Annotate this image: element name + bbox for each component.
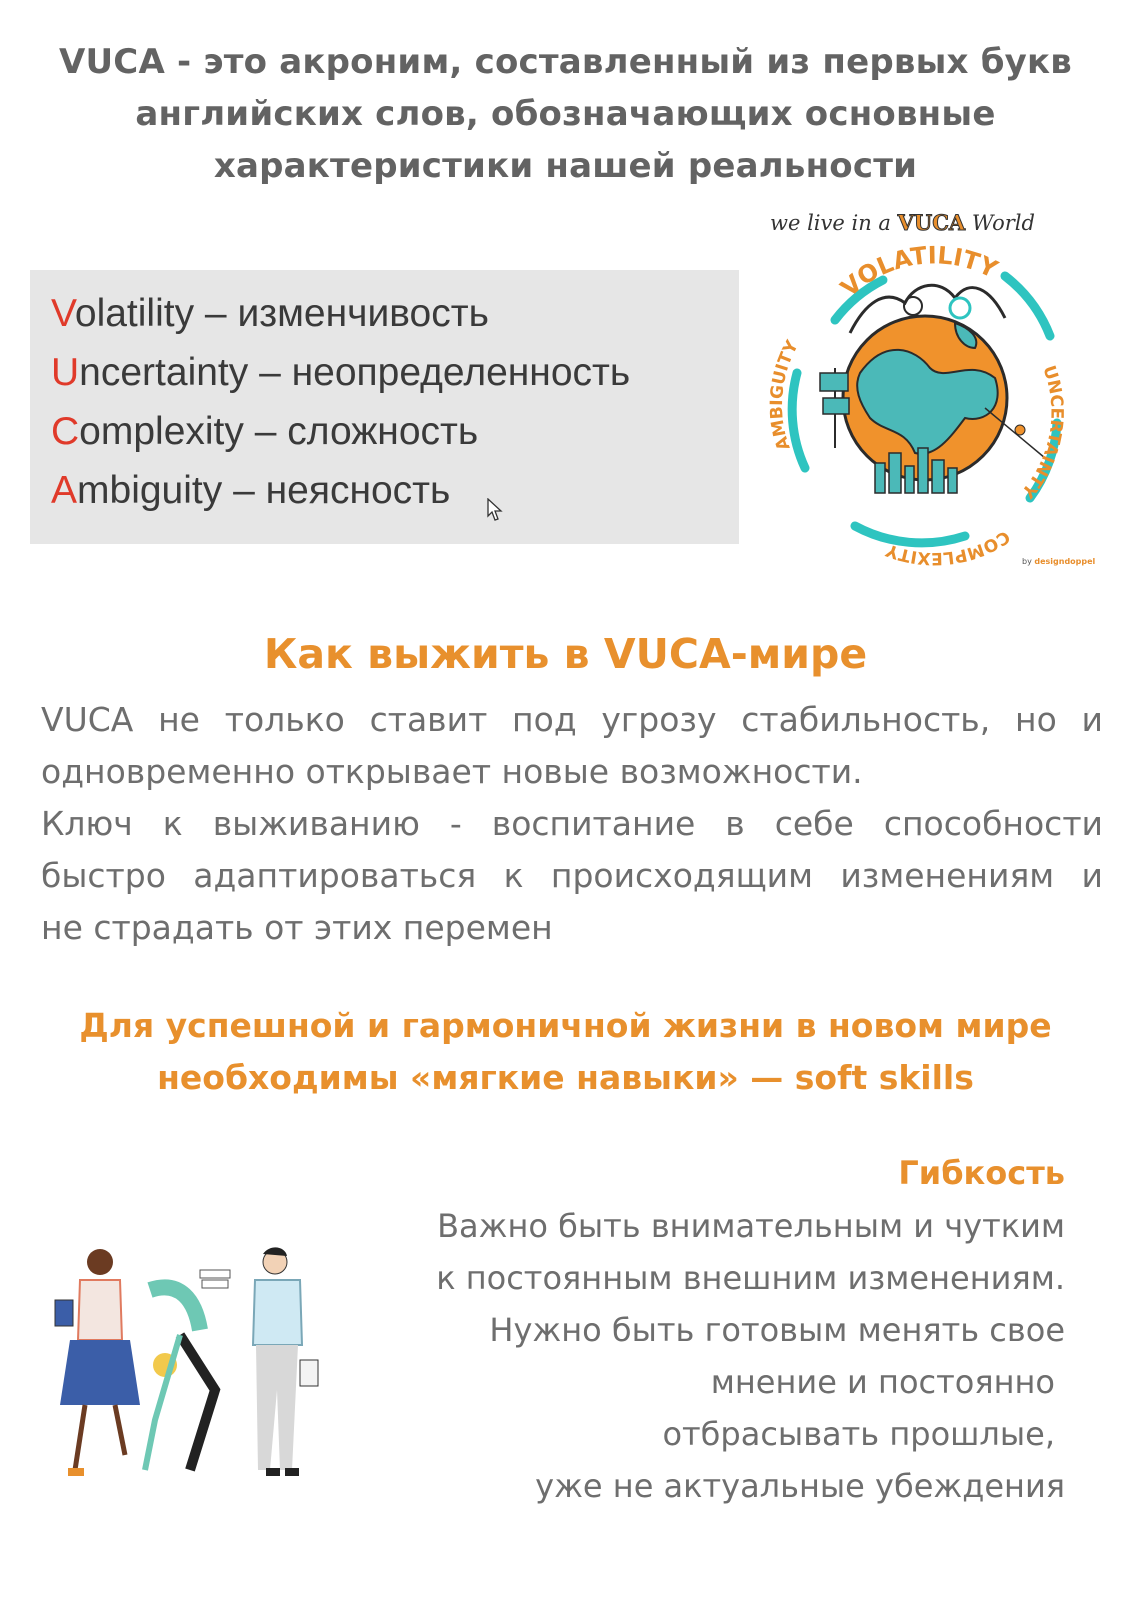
flexibility-line: к постоянным внешним изменениям. (436, 1259, 1065, 1297)
ring-label-uncertainty: UNCERTAINTY (1017, 363, 1067, 502)
survive-heading: Как выжить в VUCA-мире (263, 630, 868, 678)
flexibility-line: отбрасывать прошлые, (662, 1415, 1055, 1453)
flexibility-title: Гибкость (898, 1154, 1065, 1192)
definition-initial: A (51, 469, 78, 512)
paragraph-line: быстро адаптироваться к происходящим изменениям и (41, 856, 1103, 895)
intro-line: VUCA - это акроним, составленный из первых букв (58, 42, 1072, 82)
definition-ambiguity (51, 461, 739, 520)
intro-line: английских слов, обозначающих основные (135, 94, 996, 134)
survive-paragraph (41, 694, 1103, 954)
paragraph-line: одновременно открывает новые возможности. (41, 752, 863, 791)
flexibility-text (305, 1200, 1065, 1512)
paragraph-line: не страдать от этих перемен (41, 908, 553, 947)
definition-initial: C (51, 410, 80, 453)
definition-text: omplexity – сложность (79, 410, 479, 453)
intro-line: характеристики нашей реальности (213, 146, 918, 186)
credit-name: designdoppel (1034, 557, 1096, 566)
flexibility-line: Нужно быть готовым менять свое (489, 1311, 1065, 1349)
definition-text: ncertainty – неопределенность (79, 351, 631, 394)
tagline-prefix: we live in a (770, 211, 891, 235)
person-man (253, 1247, 318, 1476)
intro-heading (40, 36, 1091, 192)
tagline-suffix: World (971, 211, 1035, 235)
definition-text: mbiguity – неясность (77, 469, 451, 512)
soft-skills-heading (40, 1000, 1091, 1104)
illustration-credit (1022, 557, 1095, 566)
tagline-vuca: VUCA (897, 210, 966, 235)
definition-initial: V (51, 292, 75, 335)
definition-complexity (51, 402, 739, 461)
definition-text: olatility – изменчивость (74, 292, 489, 335)
paragraph-line: Ключ к выживанию - воспитание в себе способности (41, 804, 1103, 843)
definition-volatility (51, 284, 739, 343)
person-woman (55, 1249, 140, 1476)
flexibility-line: Важно быть внимательным и чутким (437, 1207, 1065, 1245)
vuca-world-illustration (765, 208, 1105, 580)
definition-uncertainty (51, 343, 739, 402)
definition-initial: U (51, 351, 80, 394)
mouse-cursor-icon (487, 498, 503, 522)
person-acrobat (145, 1270, 230, 1470)
soft-skills-line: Для успешной и гармоничной жизни в новом мире (79, 1006, 1052, 1045)
people-illustration (30, 1240, 360, 1504)
soft-skills-line: необходимы «мягкие навыки» — soft skills (157, 1058, 974, 1097)
flexibility-line: уже не актуальные убеждения (535, 1467, 1065, 1505)
flexibility-line: мнение и постоянно (710, 1363, 1055, 1401)
ring-label-complexity: COMPLEXITY (883, 525, 1014, 569)
vuca-definitions-box (30, 270, 739, 544)
ring-label-volatility: VOLATILITY (835, 241, 1002, 303)
credit-prefix: by (1022, 557, 1032, 566)
ring-label-ambiguity: AMBIGUITY (766, 337, 803, 453)
paragraph-line: VUCA не только ставит под угрозу стабильность, но и (41, 700, 1103, 739)
